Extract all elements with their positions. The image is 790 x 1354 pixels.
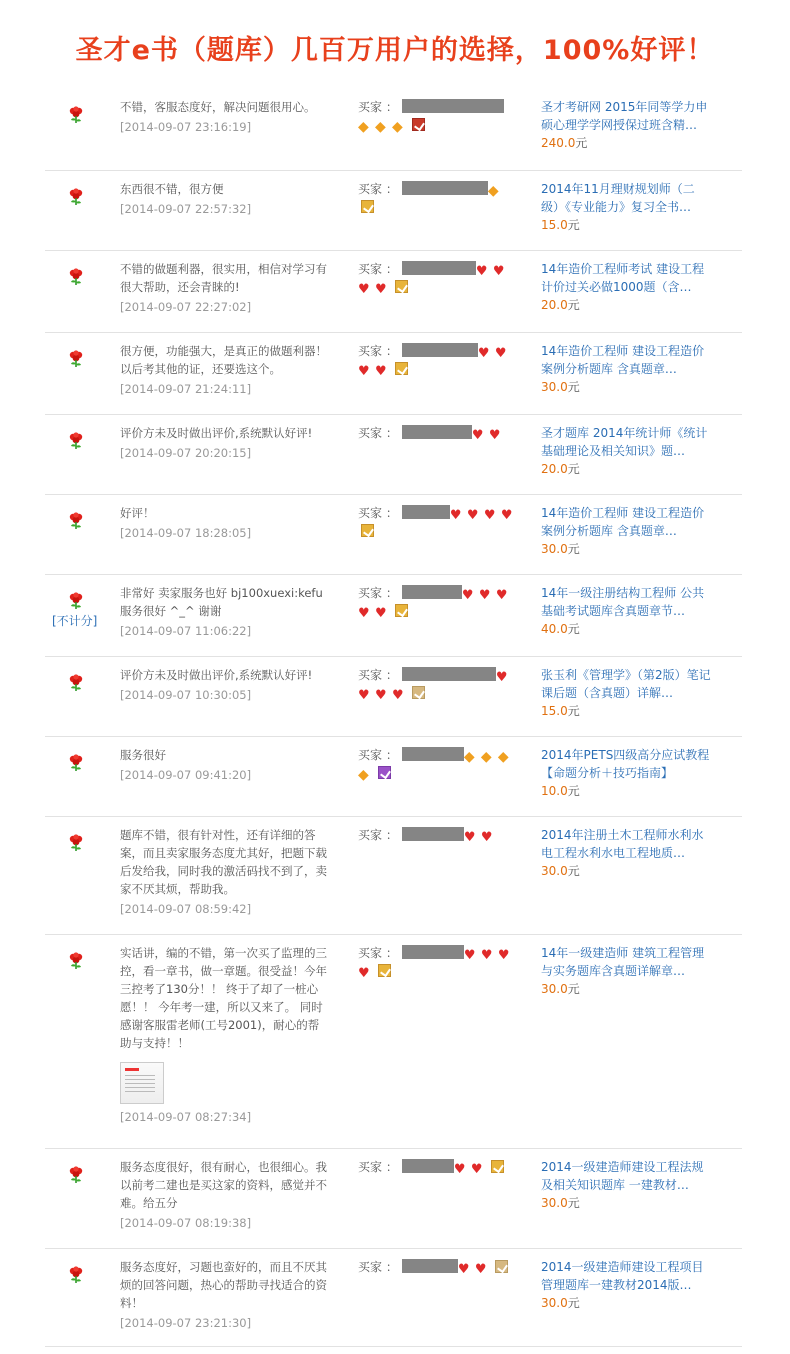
heart-credit-icon: ♥ bbox=[457, 1262, 470, 1277]
flower-rating-icon bbox=[68, 106, 84, 124]
no-count-link[interactable]: [不计分] bbox=[52, 614, 98, 628]
buyer-credit-badges bbox=[453, 1160, 504, 1177]
price-currency: 元 bbox=[567, 982, 580, 996]
price-value: 30.0 bbox=[541, 982, 568, 996]
heart-credit-icon: ♥ bbox=[461, 588, 474, 603]
diamond-credit-icon: ◆ bbox=[358, 767, 369, 783]
price-currency: 元 bbox=[567, 380, 580, 394]
buyer-info bbox=[358, 666, 518, 702]
price-value: 20.0 bbox=[541, 462, 568, 476]
review-comment bbox=[120, 746, 330, 784]
product-price bbox=[541, 1294, 711, 1312]
review-row bbox=[45, 1258, 742, 1347]
buyer-label: 买家 ： bbox=[358, 1160, 398, 1174]
price-value: 30.0 bbox=[541, 1196, 568, 1210]
attached-image-thumbnail[interactable] bbox=[120, 1062, 164, 1104]
flower-rating-icon bbox=[68, 432, 84, 450]
vip-badge-icon bbox=[395, 280, 408, 293]
review-comment bbox=[120, 826, 330, 918]
heart-credit-icon: ♥ bbox=[463, 830, 476, 845]
heart-credit-icon: ♥ bbox=[480, 948, 493, 963]
heart-credit-icon: ♥ bbox=[480, 830, 493, 845]
product-info bbox=[541, 504, 711, 558]
buyer-label: 买家 ： bbox=[358, 1260, 398, 1274]
review-row bbox=[45, 504, 742, 575]
price-currency: 元 bbox=[567, 218, 580, 232]
product-price bbox=[541, 1194, 711, 1212]
heart-credit-icon: ♥ bbox=[477, 346, 490, 361]
heart-credit-icon: ♥ bbox=[463, 948, 476, 963]
product-info bbox=[541, 342, 711, 396]
masked-buyer-name bbox=[402, 99, 504, 113]
heart-credit-icon: ♥ bbox=[488, 428, 501, 443]
buyer-info bbox=[358, 826, 518, 844]
price-currency: 元 bbox=[567, 864, 580, 878]
buyer-info bbox=[358, 504, 518, 540]
review-row bbox=[45, 424, 742, 495]
comment-text: 实话讲，编的不错，第一次买了监理的三控，看一章书，做一章题。很受益！今年三控考了130分！！ 终于了却了一桩心愿！！ 今年考一建，所以又来了。 同时感谢客服雷老师(工号2001)，耐心的帮助与支持！！ bbox=[120, 946, 327, 1050]
review-comment bbox=[120, 666, 330, 704]
heart-credit-icon: ♥ bbox=[497, 948, 510, 963]
price-currency: 元 bbox=[567, 1196, 580, 1210]
heart-credit-icon: ♥ bbox=[375, 364, 387, 379]
price-currency: 元 bbox=[567, 784, 580, 798]
diamond-credit-icon: ◆ bbox=[497, 749, 509, 765]
product-price bbox=[541, 702, 711, 720]
heart-credit-icon: ♥ bbox=[358, 966, 370, 981]
masked-buyer-name bbox=[402, 343, 478, 357]
buyer-label: 买家 ： bbox=[358, 100, 398, 114]
masked-buyer-name bbox=[402, 181, 488, 195]
vip-badge-icon bbox=[361, 524, 374, 537]
flower-rating-icon bbox=[68, 512, 84, 530]
review-date: [2014-09-07 23:16:19] bbox=[120, 120, 252, 134]
review-row bbox=[45, 98, 742, 171]
buyer-credit-badges bbox=[457, 1260, 508, 1277]
price-value: 30.0 bbox=[541, 542, 568, 556]
comment-text: 评价方未及时做出评价,系统默认好评! bbox=[120, 668, 313, 682]
diamond-credit-icon: ◆ bbox=[487, 183, 499, 199]
flower-rating-icon bbox=[68, 1266, 84, 1284]
review-row bbox=[45, 584, 742, 657]
product-price bbox=[541, 540, 711, 558]
heart-credit-icon: ♥ bbox=[466, 508, 479, 523]
product-price bbox=[541, 134, 711, 152]
masked-buyer-name bbox=[402, 505, 450, 519]
heart-credit-icon: ♥ bbox=[495, 588, 508, 603]
heart-credit-icon: ♥ bbox=[470, 1162, 483, 1177]
vip-badge-icon bbox=[378, 766, 391, 779]
product-info bbox=[541, 584, 711, 638]
review-row bbox=[45, 342, 742, 415]
comment-text: 不错的做题利器，很实用，相信对学习有很大帮助，还会青睐的! bbox=[120, 262, 327, 294]
product-info bbox=[541, 260, 711, 314]
buyer-info bbox=[358, 424, 518, 442]
buyer-label: 买家 ： bbox=[358, 748, 398, 762]
product-price bbox=[541, 980, 711, 998]
diamond-credit-icon: ◆ bbox=[392, 119, 403, 135]
review-date: [2014-09-07 08:19:38] bbox=[120, 1216, 252, 1230]
buyer-label: 买家 ： bbox=[358, 668, 398, 682]
review-row bbox=[45, 666, 742, 737]
price-value: 240.0 bbox=[541, 136, 576, 150]
heart-credit-icon: ♥ bbox=[375, 606, 387, 621]
vip-badge-icon bbox=[412, 686, 425, 699]
heart-credit-icon: ♥ bbox=[495, 670, 508, 685]
flower-rating-icon bbox=[68, 754, 84, 772]
product-link[interactable]: 14年造价工程师考试 建设工程计价过关必做1000题（含… bbox=[541, 262, 705, 294]
buyer-label: 买家 ： bbox=[358, 182, 398, 196]
heart-credit-icon: ♥ bbox=[392, 688, 404, 703]
heart-credit-icon: ♥ bbox=[492, 264, 505, 279]
buyer-label: 买家 ： bbox=[358, 946, 398, 960]
buyer-info bbox=[358, 1258, 518, 1276]
product-link[interactable]: 张玉利《管理学》（第2版）笔记课后题（含真题）详解… bbox=[541, 668, 711, 700]
buyer-credit-badges bbox=[463, 828, 498, 845]
review-comment bbox=[120, 180, 330, 218]
buyer-info bbox=[358, 342, 518, 378]
heart-credit-icon: ♥ bbox=[449, 508, 462, 523]
product-price bbox=[541, 216, 711, 234]
price-currency: 元 bbox=[575, 136, 588, 150]
vip-badge-icon bbox=[412, 118, 425, 131]
heart-credit-icon: ♥ bbox=[478, 588, 491, 603]
heart-credit-icon: ♥ bbox=[358, 688, 370, 703]
comment-text: 非常好 卖家服务也好 bj100xuexi:kefu 服务很好 ^_^ 谢谢 bbox=[120, 586, 323, 618]
buyer-info bbox=[358, 584, 518, 620]
price-currency: 元 bbox=[567, 298, 580, 312]
product-price bbox=[541, 782, 711, 800]
product-info bbox=[541, 424, 711, 478]
vip-badge-icon bbox=[495, 1260, 508, 1273]
price-value: 10.0 bbox=[541, 784, 568, 798]
review-comment bbox=[120, 1158, 330, 1232]
product-info bbox=[541, 746, 711, 800]
buyer-label: 买家 ： bbox=[358, 828, 398, 842]
product-link[interactable]: 2014一级建造师建设工程项目管理题库一建教材2014版… bbox=[541, 1260, 704, 1292]
product-info bbox=[541, 826, 711, 880]
review-date: [2014-09-07 21:24:11] bbox=[120, 382, 252, 396]
review-comment bbox=[120, 944, 330, 1126]
review-comment bbox=[120, 342, 330, 398]
flower-rating-icon bbox=[68, 674, 84, 692]
review-comment bbox=[120, 584, 330, 640]
buyer-info bbox=[358, 180, 518, 216]
review-date: [2014-09-07 22:27:02] bbox=[120, 300, 252, 314]
flower-rating-icon bbox=[68, 952, 84, 970]
vip-badge-icon bbox=[395, 604, 408, 617]
review-date: [2014-09-07 22:57:32] bbox=[120, 202, 252, 216]
product-info bbox=[541, 1258, 711, 1312]
diamond-credit-icon: ◆ bbox=[463, 749, 475, 765]
buyer-info bbox=[358, 944, 518, 980]
price-value: 15.0 bbox=[541, 704, 568, 718]
heart-credit-icon: ♥ bbox=[453, 1162, 466, 1177]
review-row bbox=[45, 180, 742, 251]
product-info bbox=[541, 1158, 711, 1212]
masked-buyer-name bbox=[402, 747, 464, 761]
comment-text: 东西很不错，很方便 bbox=[120, 182, 224, 196]
comment-text: 很方便，功能强大，是真正的做题利器！以后考其他的证，还要选这个。 bbox=[120, 344, 327, 376]
product-link[interactable]: 2014一级建造师建设工程法规及相关知识题库 一建教材… bbox=[541, 1160, 704, 1192]
flower-rating-icon bbox=[68, 1166, 84, 1184]
buyer-label: 买家 ： bbox=[358, 262, 398, 276]
vip-badge-icon bbox=[378, 964, 391, 977]
flower-rating-icon bbox=[68, 592, 84, 610]
heart-credit-icon: ♥ bbox=[358, 282, 370, 297]
product-link[interactable]: 14年一级注册结构工程师 公共基础考试题库含真题章节… bbox=[541, 586, 705, 618]
product-price bbox=[541, 460, 711, 478]
review-row bbox=[45, 826, 742, 935]
heart-credit-icon: ♥ bbox=[375, 688, 387, 703]
product-price bbox=[541, 620, 711, 638]
review-comment bbox=[120, 504, 330, 542]
price-value: 30.0 bbox=[541, 1296, 568, 1310]
heart-credit-icon: ♥ bbox=[483, 508, 496, 523]
vip-badge-icon bbox=[361, 200, 374, 213]
review-date: [2014-09-07 11:06:22] bbox=[120, 624, 252, 638]
comment-text: 服务态度好，习题也蛮好的，而且不厌其烦的回答问题，热心的帮助寻找适合的资料！ bbox=[120, 1260, 327, 1310]
product-link[interactable]: 2014年注册土木工程师水利水电工程水利水电工程地质… bbox=[541, 828, 704, 860]
masked-buyer-name bbox=[402, 827, 464, 841]
review-comment bbox=[120, 1258, 330, 1332]
product-price bbox=[541, 862, 711, 880]
product-info bbox=[541, 98, 711, 152]
masked-buyer-name bbox=[402, 1159, 454, 1173]
masked-buyer-name bbox=[402, 667, 496, 681]
review-date: [2014-09-07 10:30:05] bbox=[120, 688, 252, 702]
price-value: 20.0 bbox=[541, 298, 568, 312]
heart-credit-icon: ♥ bbox=[500, 508, 513, 523]
review-date: [2014-09-07 18:28:05] bbox=[120, 526, 252, 540]
comment-text: 服务很好 bbox=[120, 748, 166, 762]
heart-credit-icon: ♥ bbox=[474, 1262, 487, 1277]
flower-rating-icon bbox=[68, 188, 84, 206]
product-link[interactable]: 圣才题库 2014年统计师《统计基础理论及相关知识》题… bbox=[541, 426, 708, 458]
diamond-credit-icon: ◆ bbox=[480, 749, 492, 765]
review-date: [2014-09-07 08:27:34] bbox=[120, 1110, 252, 1124]
diamond-credit-icon: ◆ bbox=[358, 119, 369, 135]
product-link[interactable]: 14年造价工程师 建设工程造价案例分析题库 含真题章… bbox=[541, 506, 705, 538]
product-info bbox=[541, 944, 711, 998]
product-link[interactable]: 14年造价工程师 建设工程造价案例分析题库 含真题章… bbox=[541, 344, 705, 376]
masked-buyer-name bbox=[402, 585, 462, 599]
price-currency: 元 bbox=[567, 542, 580, 556]
vip-badge-icon bbox=[491, 1160, 504, 1173]
buyer-info bbox=[358, 260, 518, 296]
review-row bbox=[45, 746, 742, 817]
review-date: [2014-09-07 09:41:20] bbox=[120, 768, 252, 782]
product-price bbox=[541, 296, 711, 314]
review-row bbox=[45, 1158, 742, 1249]
comment-text: 服务态度很好，很有耐心，也很细心。我以前考二建也是买这家的资料，感觉并不难。给五分 bbox=[120, 1160, 327, 1210]
buyer-credit-badges bbox=[358, 118, 425, 135]
price-currency: 元 bbox=[567, 462, 580, 476]
review-comment bbox=[120, 424, 330, 462]
comment-text: 题库不错，很有针对性，还有详细的答案，而且卖家服务态度尤其好，把题下载后发给我，同时我的激活码找不到了，卖家不厌其烦，帮助我。 bbox=[120, 828, 327, 896]
price-currency: 元 bbox=[567, 704, 580, 718]
buyer-label: 买家 ： bbox=[358, 586, 398, 600]
comment-text: 评价方未及时做出评价,系统默认好评! bbox=[120, 426, 313, 440]
product-info bbox=[541, 180, 711, 234]
price-currency: 元 bbox=[567, 1296, 580, 1310]
diamond-credit-icon: ◆ bbox=[375, 119, 386, 135]
buyer-credit-badges bbox=[471, 426, 506, 443]
buyer-label: 买家 ： bbox=[358, 344, 398, 358]
masked-buyer-name bbox=[402, 945, 464, 959]
product-link[interactable]: 圣才考研网 2015年同等学力申硕心理学学网授保过班含精… bbox=[541, 100, 708, 132]
review-date: [2014-09-07 08:59:42] bbox=[120, 902, 252, 916]
heart-credit-icon: ♥ bbox=[358, 364, 370, 379]
buyer-info bbox=[358, 98, 518, 134]
product-info bbox=[541, 666, 711, 720]
review-date: [2014-09-07 23:21:30] bbox=[120, 1316, 252, 1330]
price-value: 30.0 bbox=[541, 864, 568, 878]
masked-buyer-name bbox=[402, 1259, 458, 1273]
review-row bbox=[45, 944, 742, 1149]
heart-credit-icon: ♥ bbox=[475, 264, 488, 279]
heart-credit-icon: ♥ bbox=[471, 428, 484, 443]
product-price bbox=[541, 378, 711, 396]
buyer-info bbox=[358, 746, 518, 782]
buyer-label: 买家 ： bbox=[358, 506, 398, 520]
banner bbox=[0, 0, 790, 86]
price-value: 40.0 bbox=[541, 622, 568, 636]
flower-rating-icon bbox=[68, 268, 84, 286]
product-link[interactable]: 14年一级建造师 建筑工程管理与实务题库含真题详解章… bbox=[541, 946, 705, 978]
review-comment bbox=[120, 98, 330, 136]
heart-credit-icon: ♥ bbox=[375, 282, 387, 297]
price-value: 15.0 bbox=[541, 218, 568, 232]
vip-badge-icon bbox=[395, 362, 408, 375]
buyer-info bbox=[358, 1158, 518, 1176]
review-date: [2014-09-07 20:20:15] bbox=[120, 446, 252, 460]
review-row bbox=[45, 260, 742, 333]
comment-text: 不错，客服态度好，解决问题很用心。 bbox=[120, 100, 316, 114]
product-link[interactable]: 2014年11月理财规划师（二级）《专业能力》复习全书… bbox=[541, 182, 695, 214]
masked-buyer-name bbox=[402, 425, 472, 439]
banner-title: 圣才e书（题库）几百万用户的选择，100%好评！ bbox=[75, 35, 715, 66]
price-value: 30.0 bbox=[541, 380, 568, 394]
heart-credit-icon: ♥ bbox=[494, 346, 507, 361]
flower-rating-icon bbox=[68, 834, 84, 852]
flower-rating-icon bbox=[68, 350, 84, 368]
comment-text: 好评！ bbox=[120, 506, 155, 520]
masked-buyer-name bbox=[402, 261, 476, 275]
price-currency: 元 bbox=[567, 622, 580, 636]
buyer-label: 买家 ： bbox=[358, 426, 398, 440]
product-link[interactable]: 2014年PETS四级高分应试教程【命题分析＋技巧指南】 bbox=[541, 748, 710, 780]
heart-credit-icon: ♥ bbox=[358, 606, 370, 621]
review-comment bbox=[120, 260, 330, 316]
